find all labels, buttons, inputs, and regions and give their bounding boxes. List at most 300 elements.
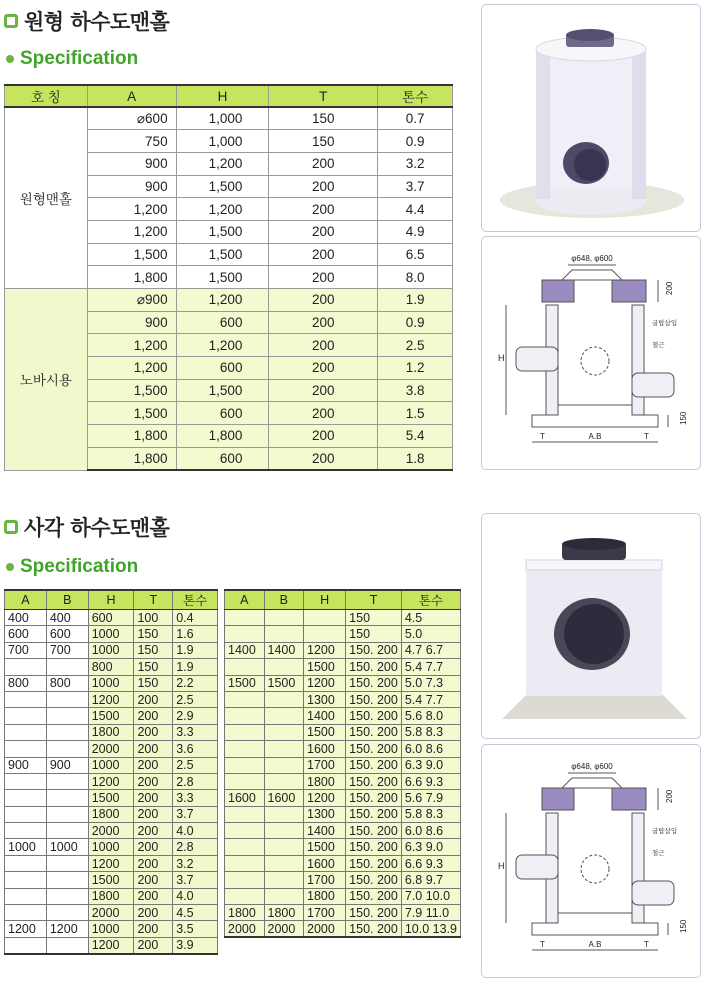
table-cell [46,806,88,822]
table-header-row [225,590,461,610]
header-cell: H [176,85,269,107]
table-cell: 5.8 8.3 [401,724,460,740]
table-cell: 800 [46,675,88,691]
table-cell: 1200 [88,855,134,871]
table-cell [264,708,304,724]
table-cell: 1200 [88,773,134,789]
table-cell [46,741,88,757]
table-cell: 1400 [225,642,265,658]
table-row [225,724,461,740]
table-cell: 150 [346,610,402,626]
table-cell: 2000 [225,921,265,937]
table-cell: 1000 [88,839,134,855]
table-cell [264,626,304,642]
table-cell [225,839,265,855]
table-cell: 3.2 [378,152,453,175]
square-bullet-icon [4,520,18,534]
table-cell: 5.6 8.0 [401,708,460,724]
table-cell: 200 [269,379,378,402]
header-cell: 호 칭 [5,85,88,107]
table-cell: 200 [134,790,173,806]
table-cell: 900 [87,175,176,198]
table-cell: 2.5 [173,757,218,773]
dim-150-text: 150 [679,919,688,933]
pipe-opening [581,347,609,375]
table-row [225,691,461,707]
table-cell: 900 [87,152,176,175]
table-cell: 1000 [46,839,88,855]
table-cell [5,888,47,904]
table-cell [46,855,88,871]
table-cell [5,659,47,675]
table-cell: 150. 200 [346,675,402,691]
dim-t-text: T [540,432,545,441]
table-cell: 4.0 [173,823,218,839]
table-row [225,708,461,724]
table-cell: 2000 [88,905,134,921]
table-cell: 800 [88,659,134,675]
table-row [5,107,453,130]
table-cell: 150 [134,642,173,658]
table-cell: 1,200 [87,198,176,221]
table-cell [5,905,47,921]
table-cell: 5.6 7.9 [401,790,460,806]
table-cell: 0.9 [378,311,453,334]
table-row [5,806,218,822]
table-cell: 400 [5,610,47,626]
table-cell: 1000 [88,757,134,773]
table-cell [46,823,88,839]
table-cell [264,610,304,626]
table-row [5,724,218,740]
square-manhole-spec-table-right [224,589,461,938]
table-cell: 1,800 [87,425,176,448]
table-cell: 800 [5,675,47,691]
table-cell: 150. 200 [346,855,402,871]
label-text: 철근 [652,341,665,349]
table-cell: 1.9 [173,659,218,675]
table-cell: 200 [134,773,173,789]
header-cell: 톤수 [401,590,460,610]
table-cell: 3.8 [378,379,453,402]
table-cell: 0.7 [378,107,453,130]
label-text: 굽탑삽입 [652,827,678,835]
table-cell: 1200 [88,937,134,953]
dim-h-text: H [498,861,505,871]
table-cell [5,724,47,740]
table-cell: 8.0 [378,266,453,289]
table-cell: ⌀600 [87,107,176,130]
square-manhole-spec-table-left [4,589,218,955]
table-cell: 1500 [88,872,134,888]
table-cell: ⌀900 [87,289,176,312]
table-cell: 1,500 [176,266,269,289]
table-cell: 200 [134,823,173,839]
table-cell: 150. 200 [346,872,402,888]
outlet-pipe [632,373,674,397]
table-cell: 150. 200 [346,921,402,937]
table-cell: 2000 [264,921,304,937]
table-cell: 600 [46,626,88,642]
table-row [5,757,218,773]
table-cell [264,839,304,855]
header-cell: B [46,590,88,610]
table-cell [225,855,265,871]
table-cell: 1700 [304,872,346,888]
table-cell: 1200 [304,642,346,658]
table-cell: 200 [269,425,378,448]
table-cell [5,741,47,757]
inner-outline [558,305,632,405]
table-header-row [5,85,453,107]
dim-ab-text: A.B [588,432,602,441]
table-cell [264,806,304,822]
table-cell: 600 [5,626,47,642]
table-cell: 2.8 [173,773,218,789]
table-cell: 150. 200 [346,905,402,921]
table-cell [225,823,265,839]
table-cell: 1,500 [176,243,269,266]
table-row [5,872,218,888]
table-cell: 6.3 9.0 [401,757,460,773]
table-cell: 200 [269,266,378,289]
table-cell [46,724,88,740]
table-cell: 1,200 [87,334,176,357]
table-row [5,937,218,953]
table-cell: 1800 [264,905,304,921]
table-cell [264,741,304,757]
table-row [225,659,461,675]
table-cell: 200 [134,757,173,773]
table-cell: 200 [269,220,378,243]
table-cell: 200 [134,872,173,888]
table-cell: 6.8 9.7 [401,872,460,888]
inlet-pipe [516,347,558,371]
table-row [225,905,461,921]
table-cell: 150. 200 [346,888,402,904]
table-cell: 1600 [304,741,346,757]
table-cell: 6.6 9.3 [401,855,460,871]
table-cell [225,610,265,626]
table-cell: 6.0 8.6 [401,741,460,757]
table-cell [5,937,47,953]
table-cell: 6.5 [378,243,453,266]
table-cell: 5.0 7.3 [401,675,460,691]
table-cell: 1800 [304,888,346,904]
table-cell [225,626,265,642]
table-cell: 150. 200 [346,691,402,707]
table-cell: 6.6 9.3 [401,773,460,789]
table-cell: 2.2 [173,675,218,691]
table-row [5,905,218,921]
table-cell: 3.7 [173,872,218,888]
dim-ab-text: A.B [588,940,602,949]
table-cell: 150. 200 [346,757,402,773]
table-cell: 1.8 [378,447,453,470]
table-cell: 150 [134,675,173,691]
table-cell [225,691,265,707]
header-cell: 톤수 [378,85,453,107]
table-cell: 1,200 [176,198,269,221]
table-cell: 4.7 6.7 [401,642,460,658]
table-cell: 2000 [304,921,346,937]
header-cell: H [304,590,346,610]
cover-slab-right [612,788,646,810]
table-cell: 400 [46,610,88,626]
table-cell: 4.9 [378,220,453,243]
table-cell: 750 [87,130,176,153]
dim-h-text: H [498,353,505,363]
table-cell [225,872,265,888]
dim-top-text: φ648, φ600 [571,762,613,771]
table-row [5,921,218,937]
table-cell: 150 [134,626,173,642]
table-cell [5,790,47,806]
table-cell: 1600 [304,855,346,871]
table-cell: 2.5 [173,691,218,707]
table-row [5,823,218,839]
table-cell: 1300 [304,806,346,822]
header-cell: 톤수 [173,590,218,610]
table-cell: 200 [269,198,378,221]
table-cell: 1400 [304,708,346,724]
table-cell [225,888,265,904]
table-cell: 200 [134,839,173,855]
table-cell: 150. 200 [346,642,402,658]
table-row [225,839,461,855]
table-row [5,741,218,757]
table-cell: 200 [134,905,173,921]
table-cell: 5.8 8.3 [401,806,460,822]
table-row [225,773,461,789]
table-cell: 600 [176,311,269,334]
table-cell [225,757,265,773]
header-cell: B [264,590,304,610]
table-cell: 150 [269,130,378,153]
cover-frame [562,778,622,788]
table-cell: 150 [269,107,378,130]
table-cell: 700 [46,642,88,658]
table-cell [304,610,346,626]
table-cell [46,888,88,904]
table-cell: 200 [269,243,378,266]
table-cell: 1.9 [378,289,453,312]
table-cell: 1200 [88,691,134,707]
table-cell: 1400 [264,642,304,658]
table-cell: 1,500 [176,220,269,243]
label-text: 굽탑삽입 [652,319,678,327]
table-cell: 200 [269,175,378,198]
table-cell: 1800 [304,773,346,789]
table-cell: 2.5 [378,334,453,357]
table-cell: 1800 [225,905,265,921]
table-cell [5,708,47,724]
table-cell: 1500 [225,675,265,691]
outlet-pipe [632,881,674,905]
table-row [225,642,461,658]
table-cell: 3.2 [173,855,218,871]
category-cell: 노바시용 [5,289,88,471]
table-cell: 1300 [304,691,346,707]
table-cell [264,872,304,888]
table-cell: 5.4 7.7 [401,659,460,675]
table-cell: 0.4 [173,610,218,626]
inner-outline [558,813,632,913]
table-cell [5,872,47,888]
table-cell: 1500 [264,675,304,691]
dim-t-text: T [644,940,649,949]
cross-section-diagram [482,745,701,978]
table-cell [264,773,304,789]
table-cell: 1700 [304,757,346,773]
table-cell: 1,500 [87,243,176,266]
table-cell: 200 [134,691,173,707]
table-cell: 2000 [88,823,134,839]
table-cell: 1500 [88,790,134,806]
table-cell: 1500 [88,708,134,724]
table-row [225,806,461,822]
table-cell: 150. 200 [346,724,402,740]
table-cell: 200 [134,888,173,904]
table-row [225,872,461,888]
table-row [225,921,461,937]
label-text: 철근 [652,849,665,857]
table-cell: 1,000 [176,130,269,153]
dim-200-text: 200 [665,789,674,803]
table-cell: 4.5 [173,905,218,921]
table-cell: 1.5 [378,402,453,425]
table-cell: 200 [134,921,173,937]
table-cell: 1,800 [87,447,176,470]
table-cell: 1,500 [176,175,269,198]
dim-t-text: T [644,432,649,441]
table-cell: 150. 200 [346,790,402,806]
table-row [225,741,461,757]
table-cell: 1,200 [176,289,269,312]
table-cell: 3.9 [173,937,218,953]
table-cell: 3.6 [173,741,218,757]
table-row [225,675,461,691]
table-cell: 200 [269,152,378,175]
table-cell: 600 [176,357,269,380]
table-cell: 1700 [304,905,346,921]
table-cell: 2.8 [173,839,218,855]
table-row [5,855,218,871]
table-cell: 200 [269,334,378,357]
table-cell: 600 [176,447,269,470]
table-cell: 1,200 [87,220,176,243]
table-cell [46,708,88,724]
table-cell: 1500 [304,839,346,855]
table-cell: 200 [134,708,173,724]
table-cell: 200 [269,357,378,380]
table-cell: 150. 200 [346,839,402,855]
table-cell: 200 [134,724,173,740]
table-cell: 200 [134,855,173,871]
dim-t-text: T [540,940,545,949]
cover-frame [562,270,622,280]
table-cell: 2.9 [173,708,218,724]
table-cell: 150. 200 [346,659,402,675]
square-manhole-photo [481,513,701,739]
table-cell: 200 [269,402,378,425]
table-cell [264,855,304,871]
table-cell [46,872,88,888]
table-cell: 1200 [304,790,346,806]
table-cell: 10.0 13.9 [401,921,460,937]
table-row [225,610,461,626]
table-row [5,675,218,691]
table-cell: 100 [134,610,173,626]
section2-title: 사각 하수도맨홀 [4,512,169,542]
table-cell [5,691,47,707]
table-cell: 900 [5,757,47,773]
table-cell: 200 [269,289,378,312]
table-row [225,790,461,806]
table-cell: 1200 [5,921,47,937]
table-cell: 1,500 [176,379,269,402]
table-cell: 7.9 11.0 [401,905,460,921]
table-row [5,289,453,312]
table-cell: 1,200 [87,357,176,380]
table-row [5,642,218,658]
table-cell [225,741,265,757]
table-row [225,823,461,839]
table-cell: 600 [88,610,134,626]
table-cell [264,659,304,675]
header-cell: A [225,590,265,610]
dim-200-text: 200 [665,281,674,295]
round-manhole-photo [481,4,701,232]
table-cell: 3.5 [173,921,218,937]
table-cell: 200 [134,741,173,757]
table-cell [304,626,346,642]
table-cell: 1800 [88,888,134,904]
table-row [5,708,218,724]
table-cell [46,659,88,675]
square-manhole-drawing [481,744,701,978]
dim-top-text: φ648, φ600 [571,254,613,263]
table-cell: 1,500 [87,379,176,402]
table-cell [46,691,88,707]
table-cell: 1500 [304,659,346,675]
table-cell: 1800 [88,806,134,822]
round-manhole-spec-table [4,84,453,471]
dot-bullet-icon [6,563,14,571]
table-row [5,888,218,904]
table-cell: 3.3 [173,724,218,740]
category-cell: 원형맨홀 [5,107,88,289]
table-row [5,691,218,707]
header-cell: H [88,590,134,610]
table-cell: 1000 [88,675,134,691]
table-cell [264,757,304,773]
table-cell: 200 [134,806,173,822]
header-cell: A [87,85,176,107]
table-row [5,839,218,855]
table-row [5,659,218,675]
table-cell [5,855,47,871]
table-cell: 150. 200 [346,741,402,757]
cover-slab-left [542,788,574,810]
table-cell: 3.3 [173,790,218,806]
table-cell [225,659,265,675]
table-cell [225,708,265,724]
table-cell [46,905,88,921]
dot-bullet-icon [6,55,14,63]
dim-150-text: 150 [679,411,688,425]
section2-spec-label: Specification [6,556,138,578]
